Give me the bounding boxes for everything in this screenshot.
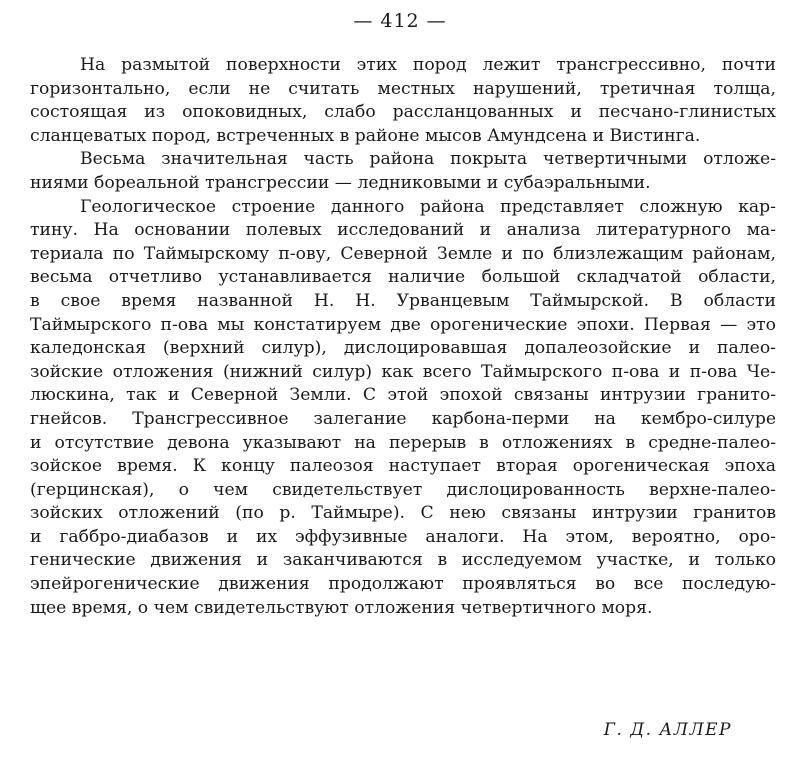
text-line: гнейсов. Трансгрессивное залегание карбона-перми на кембро-силуре (30, 408, 776, 429)
text-line: териала по Таймырскому п-ову, Северной Земле и по близлежащим районам, (30, 243, 776, 264)
text-line: ниями бореальной трансгрессии — ледниковыми и субаэральными. (30, 172, 651, 193)
text-line: в свое время названной Н. Н. Урванцевым Таймырской. В области (30, 290, 776, 311)
text-line: сланцеватых пород, встреченных в районе мысов Амундсена и Вистинга. (30, 125, 701, 146)
text-line: зойское время. К концу палеозоя наступает вторая орогеническая эпоха (30, 456, 776, 477)
text-line: генические движения и заканчиваются в исследуемом участке, и только (30, 550, 776, 571)
page-number: — 412 — (353, 10, 447, 32)
body-text (30, 54, 776, 620)
text-line: На размытой поверхности этих пород лежит трансгрессивно, почти (80, 55, 776, 75)
text-line: зойских отложений (по р. Таймыре). С нею связаны интрузии гранитов (30, 503, 776, 524)
text-line: Весьма значительная часть района покрыта четвертичными отложе- (80, 149, 776, 170)
text-line: и габбро-диабазов и их эффузивные аналоги. На этом, вероятно, оро- (30, 526, 776, 547)
text-line: весьма отчетливо устанавливается наличие большой складчатой области, (30, 267, 776, 288)
text-line: состоящая из опоковидных, слабо рассланцованных и песчано-глинистых (30, 102, 776, 123)
text-line: каледонская (верхний силур), дислоцировавшая допалеозойские и палео- (30, 338, 776, 359)
text-line: (герцинская), о чем свидетельствует дислоцированность верхне-палео- (30, 479, 776, 500)
author-signature: Г. Д. АЛЛЕР (603, 720, 732, 740)
text-line: тину. На основании полевых исследований и анализа литературного ма- (30, 220, 776, 241)
text-line: люскина, так и Северной Земли. С этой эпохой связаны интрузии гранито- (30, 385, 776, 406)
text-line: Геологическое строение данного района представляет сложную кар- (80, 196, 776, 217)
text-line: зойские отложения (нижний силур) как всего Таймырского п-ова и п-ова Че- (30, 361, 776, 382)
text-line: и отсутствие девона указывают на перерыв в отложениях в средне-палео- (30, 432, 776, 453)
text-line: эпейрогенические движения продолжают проявляться во все последую- (30, 574, 776, 595)
text-line: Таймырского п-ова мы констатируем две орогенические эпохи. Первая — это (30, 314, 776, 335)
text-line: щее время, о чем свидетельствуют отложения четвертичного моря. (30, 597, 653, 618)
text-line: горизонтально, если не считать местных нарушений, третичная толща, (30, 78, 776, 99)
